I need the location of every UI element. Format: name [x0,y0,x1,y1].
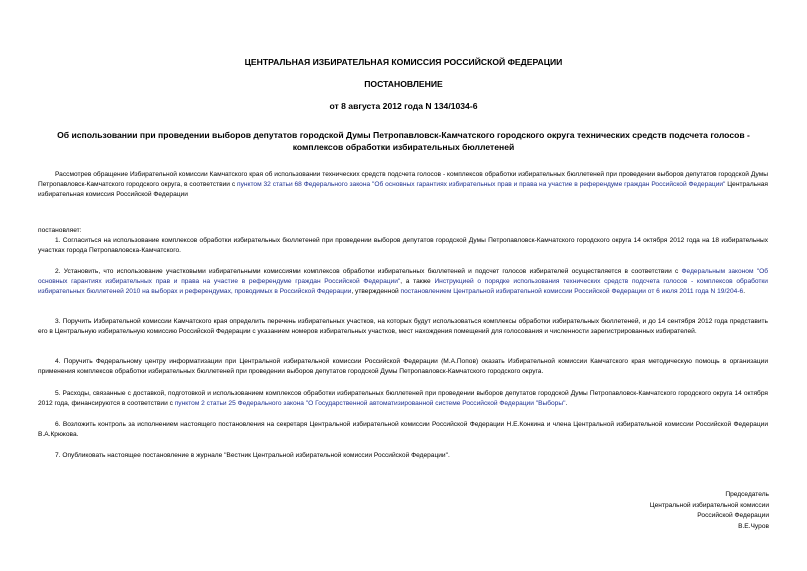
preamble-paragraph [38,170,768,200]
paragraph-2-text-b: , а также [400,278,435,285]
federal-law-link[interactable]: Федеральным законом "Об основных гарантиях избирательных прав и права на участие в референдуме граждан Российской Федерации" [38,268,768,285]
paragraph-5 [38,389,768,409]
paragraph-1: 1. Согласиться на использование комплексов обработки избирательных бюллетеней при проведении выборов депутатов городской Думы Петропавловск-Камчатского городского округа 14 октября 2012 года на 18 избирательных участках города Петропавловска-Камчатского. [38,237,768,254]
instruction-link[interactable]: Инструкцией о порядке использования технических средств подсчета голосов - комплексов обработки избирательных бюллетеней 2010 на выборах и референдумах, проводимых в Российской Федерации [38,278,768,295]
signature-block [650,490,769,532]
preamble-text-2: Центральная избирательная комиссия Российской Федерации [38,181,768,198]
paragraph-5-text-b: . [565,400,568,407]
issuing-body: ЦЕНТРАЛЬНАЯ ИЗБИРАТЕЛЬНАЯ КОМИССИЯ РОССИЙСКОЙ ФЕДЕРАЦИИ [244,57,563,67]
decides-label: постановляет: [38,227,82,234]
document-title: Об использовании при проведении выборов депутатов городской Думы Петропавловск-Камчатского городского округа технических средств подсчета голосов - комплексов обработки избирательных бюллетеней [57,130,750,152]
paragraph-2-text-d: . [743,288,746,295]
paragraph-4: 4. Поручить Федеральному центру информатизации при Центральной избирательной комиссии Российской Федерации (М.А.Попов) оказать Избирательной комиссии Камчатского края методическую помощь в организации применения комплексов обработки избирательных бюллетеней при проведении выборов депутатов городской Думы Петропавловск-Камчатского городского округа. [38,358,768,375]
signature-country: Российской Федерации [697,512,769,519]
paragraph-2-text-a: 2. Установить, что использование участковыми избирательными комиссиями комплексов обработки избирательных бюллетеней и подсчет голосов избирателей осуществляется в соответствии с [55,268,682,275]
paragraph-5-text-a: 5. Расходы, связанные с доставкой, подготовкой и использованием комплексов обработки избирательных бюллетеней при проведении выборов депутатов городской Думы Петропавловск-Камчатского городского округа 14 октября 2012 года, финансируются в соответствии с [38,390,768,407]
paragraph-7: 7. Опубликовать настоящее постановление в журнале "Вестник Центральной избирательной комиссии Российской Федерации". [55,452,450,459]
resolution-link[interactable]: постановлением Центральной избирательной комиссии Российской Федерации от 6 июля 2011 года N 19/204-6 [400,288,744,295]
document-type: ПОСТАНОВЛЕНИЕ [364,79,443,89]
document-date-number: от 8 августа 2012 года N 134/1034-6 [329,101,478,111]
law-link-article-68[interactable]: пунктом 32 статьи 68 Федерального закона "Об основных гарантиях избирательных прав и права на участие в референдуме граждан Российской Федерации" [237,181,726,188]
paragraph-2-text-c: , утвержденной [351,288,401,295]
gas-vybory-law-link[interactable]: пунктом 2 статьи 25 Федерального закона "О Государственной автоматизированной системе Российской Федерации "Выборы" [174,400,566,407]
signature-org: Центральной избирательной комиссии [649,501,769,509]
paragraph-6: 6. Возложить контроль за исполнением настоящего постановления на секретаря Центральной избирательной комиссии Российской Федерации Н.Е.Конкина и члена Центральной избирательной комиссии Российской Федерации В.А.Крюкова. [38,421,768,438]
preamble-text-1: Рассмотрев обращение Избирательной комиссии Камчатского края об использовании технических средств подсчета голосов - комплексов обработки избирательных бюллетеней при проведении выборов депутатов городской Думы Петропавловск-Камчатского городского округа, в соответствии с [38,171,768,188]
paragraph-3: 3. Поручить Избирательной комиссии Камчатского края определить перечень избирательных участков, на которых будут использоваться комплексы обработки избирательных бюллетеней, и до 14 сентября 2012 года представить его в Центральную избирательную комиссию Российской Федерации с указанием номеров избирательных участков, мест нахождения помещений для голосования и численности зарегистрированных избирателей. [38,318,768,335]
signature-name: В.Е.Чуров [738,522,769,530]
signature-title: Председатель [725,491,769,498]
paragraph-2 [38,267,768,297]
